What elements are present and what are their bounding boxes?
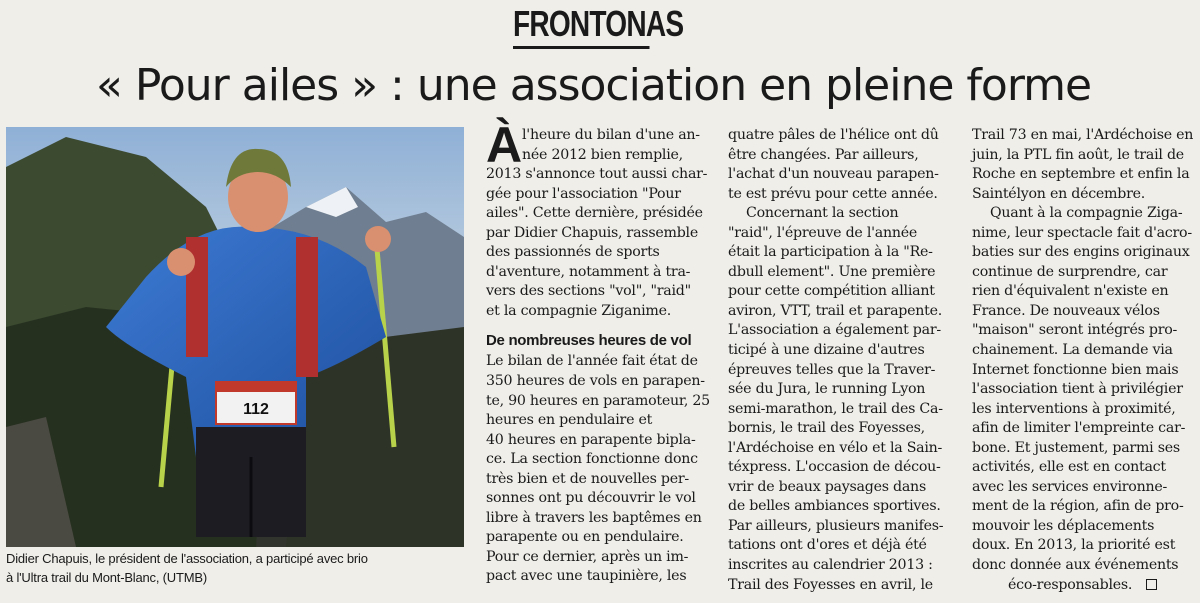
text-line: heures en pendulaire et [486, 412, 653, 429]
bib-number: 112 [243, 401, 269, 418]
text-line: baties sur des engins originaux [972, 244, 1190, 261]
text-line: doux. En 2013, la priorité est [972, 537, 1176, 554]
text-line: 40 heures en parapente bipla- [486, 431, 696, 448]
text-line: quatre pâles de l'hélice ont dû [728, 127, 939, 143]
text-line: l'achat d'un nouveau parapen- [728, 166, 939, 183]
caption-line: Didier Chapuis, le président de l'association, a participé avec brio [6, 551, 368, 566]
text-line: afin de limiter l'empreinte car- [972, 420, 1186, 437]
text-line: être changées. Par ailleurs, [728, 146, 919, 163]
text-line: les interventions à proximité, [972, 400, 1176, 417]
text-line: vers des sections "vol", "raid" [486, 283, 691, 300]
text-line: ticipé à une dizaine d'autres [728, 342, 925, 359]
text-line-last [972, 576, 1194, 596]
text-line: inscrites au calendrier 2013 : [728, 557, 933, 574]
text-line: Pour ce dernier, après un im- [486, 548, 689, 565]
text-line: dbull element". Une première [728, 263, 936, 280]
photo-caption [6, 549, 464, 587]
text-line: par Didier Chapuis, rassemble [486, 224, 698, 241]
text-line: Concernant la section [746, 205, 899, 222]
text-line: donc donnée aux événements [972, 557, 1179, 574]
text-line: l'Ardéchoise en vélo et la Sain- [728, 439, 943, 456]
text-line: et la compagnie Ziganime. [486, 302, 671, 319]
text-line: l'heure du bilan d'une an- [522, 127, 700, 143]
text-line: mouvoir les déplacements [972, 517, 1155, 534]
text-line: juin, la PTL fin août, le trail de [972, 146, 1184, 163]
text-line: tations ont d'ores et déjà été [728, 537, 927, 554]
section-kicker: FRONTONAS [513, 4, 650, 49]
text-line: Trail 73 en mai, l'Ardéchoise en [972, 127, 1194, 143]
text-line: ce. La section fonctionne donc [486, 451, 698, 468]
text-line: Le bilan de l'année fait état de [486, 353, 698, 370]
text-line: parapente ou en pendulaire. [486, 529, 684, 546]
text-line: "maison" seront intégrés pro- [972, 322, 1178, 339]
text-line: était la participation à la "Re- [728, 244, 933, 261]
text-line: d'aventure, notamment à tra- [486, 263, 691, 280]
text-line: 2013 s'annonce tout aussi char- [486, 166, 708, 183]
text-line: Internet fonctionne bien mais [972, 361, 1179, 378]
text-line: éco-responsables. [1008, 576, 1133, 593]
text-line: sée du Jura, le running Lyon [728, 381, 926, 398]
text-line: France. De nouveaux vélos [972, 302, 1160, 319]
end-of-article-icon [1146, 579, 1157, 590]
article-column-1 [486, 126, 718, 587]
text-line: Roche en septembre et enfin la [972, 166, 1190, 183]
article-column-2 [728, 126, 960, 595]
text-line: continue de surprendre, car [972, 263, 1168, 280]
text-line: aviron, VTT, trail et parapente. [728, 302, 942, 319]
text-line: très bien et de nouvelles per- [486, 470, 689, 487]
text-line: bone. Et justement, parmi ses [972, 439, 1180, 456]
article-column-3 [972, 126, 1194, 595]
text-line: de belles ambiances sportives. [728, 498, 941, 515]
text-line: épreuves telles que la Traver- [728, 361, 936, 378]
text-line: Saintélyon en décembre. [972, 185, 1146, 202]
runner-photo [6, 127, 464, 547]
text-line: chainement. La demande via [972, 342, 1173, 359]
article-photo [6, 127, 464, 547]
text-line: ailes". Cette dernière, présidée [486, 205, 703, 222]
text-line: Par ailleurs, plusieurs manifes- [728, 517, 944, 534]
text-line: Quant à la compagnie Ziga- [990, 205, 1183, 222]
text-line: ment de la région, afin de pro- [972, 498, 1184, 515]
drop-cap: À [486, 117, 523, 173]
text-line: 350 heures de vols en parapen- [486, 373, 705, 390]
subheading: De nombreuses heures de vol [486, 332, 692, 350]
text-line: téxpress. L'occasion de décou- [728, 459, 941, 476]
text-line: avec les services environne- [972, 478, 1168, 495]
text-line: semi-marathon, le trail des Ca- [728, 400, 943, 417]
text-line: te est prévu pour cette année. [728, 185, 938, 202]
text-line: Trail des Foyesses en avril, le [728, 576, 933, 593]
text-line: libre à travers les baptêmes en [486, 509, 702, 526]
text-line: L'association a également par- [728, 322, 941, 339]
text-line: te, 90 heures en paramoteur, 25 [486, 392, 710, 409]
text-line: vrir de beaux paysages dans [728, 478, 926, 495]
text-line: nime, leur spectacle fait d'acro- [972, 224, 1192, 241]
text-line: l'association tient à privilégier [972, 381, 1183, 398]
text-line: pact avec une taupinière, les [486, 568, 687, 585]
caption-line: à l'Ultra trail du Mont-Blanc, (UTMB) [6, 570, 207, 585]
text-line: rien d'équivalent n'existe en [972, 283, 1169, 300]
text-line: activités, elle est en contact [972, 459, 1166, 476]
text-line: des passionnés de sports [486, 244, 660, 261]
headline: « Pour ailes » : une association en pleine forme [96, 60, 1092, 111]
text-line: née 2012 bien remplie, [522, 146, 683, 163]
text-line: "raid", l'épreuve de l'année [728, 224, 918, 241]
text-line: sonnes ont pu découvrir le vol [486, 490, 696, 507]
text-line: gée pour l'association "Pour [486, 185, 681, 202]
text-line: bornis, le trail des Foyesses, [728, 420, 925, 437]
text-line: pour cette compétition alliant [728, 283, 935, 300]
